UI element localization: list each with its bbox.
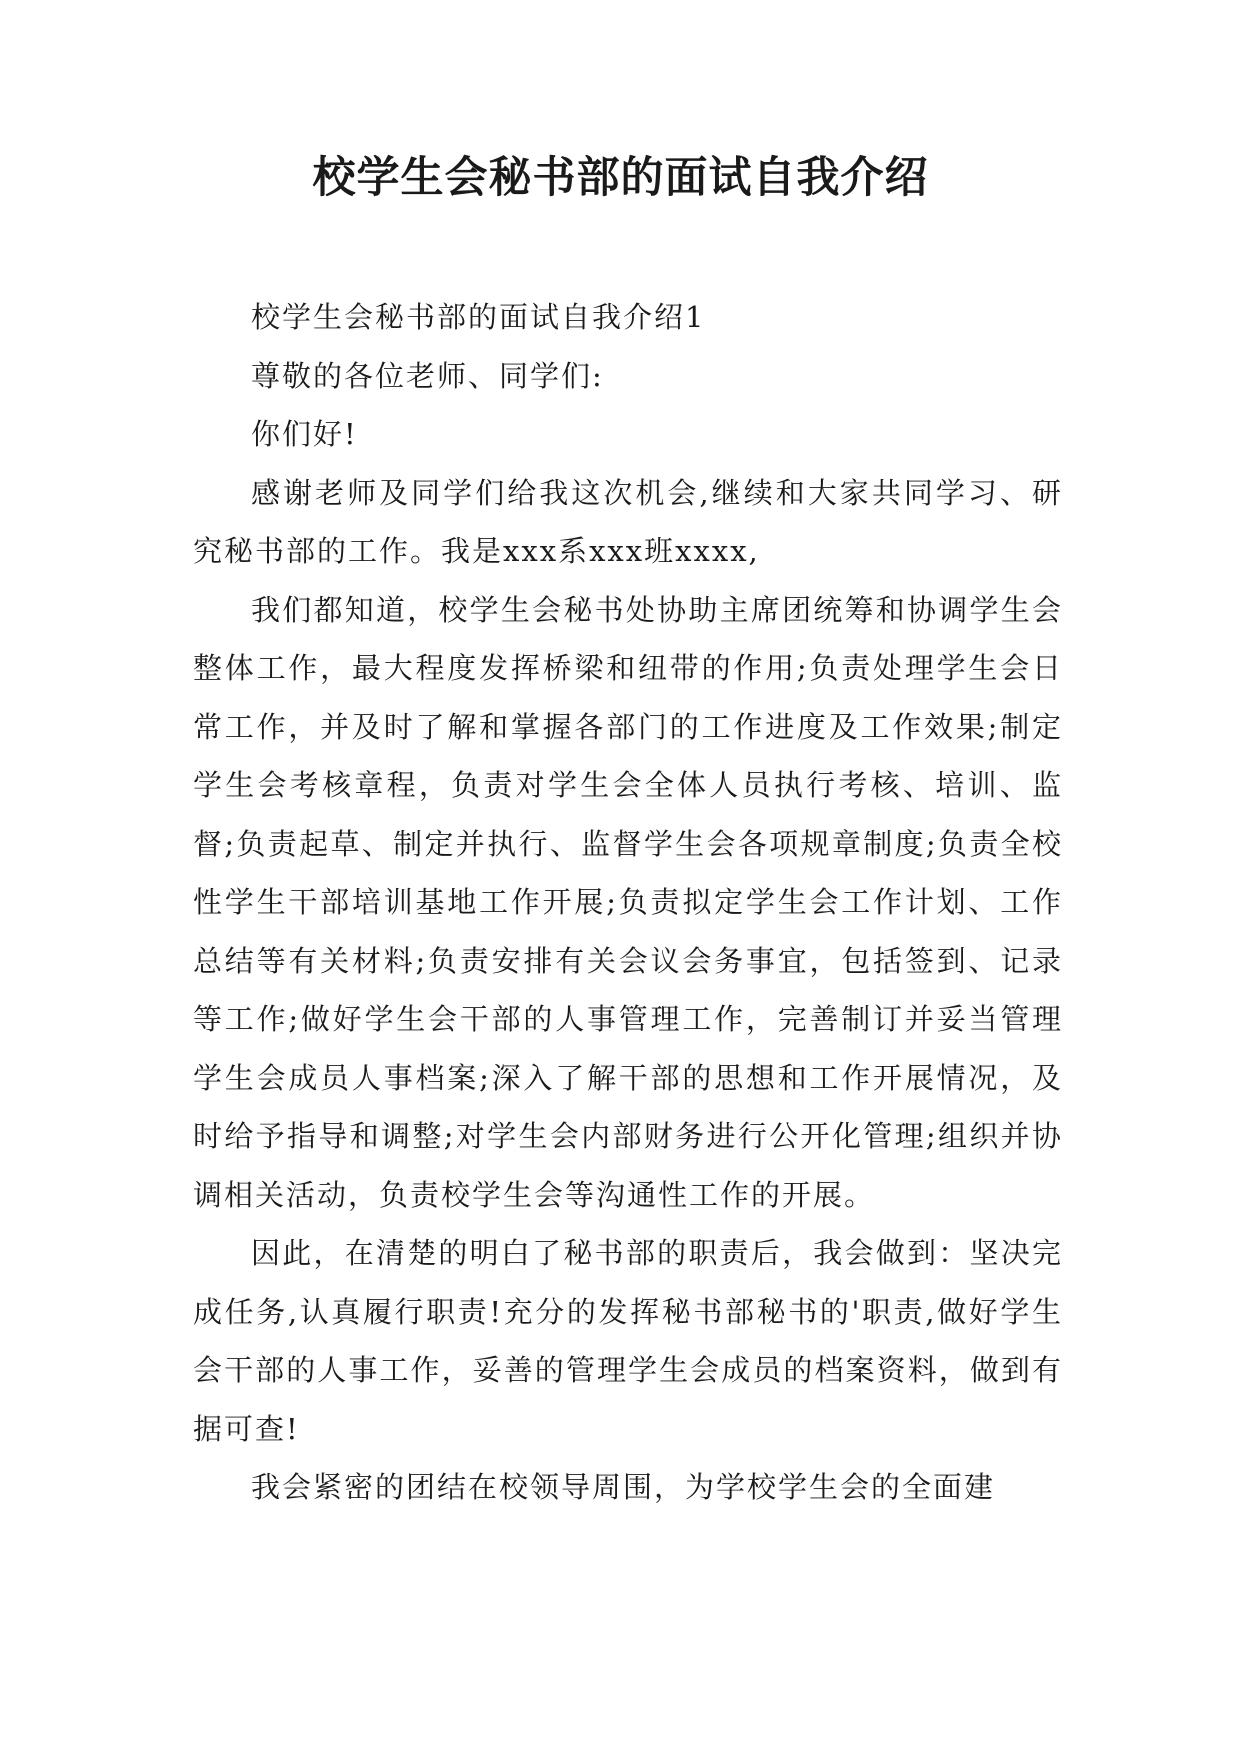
paragraph-closing: 我会紧密的团结在校领导周围，为学校学生会的全面建 — [251, 1470, 996, 1504]
paragraph-commitment: 因此，在清楚的明白了秘书部的职责后，我会做到：坚决完成任务,认真履行职责!充分的发挥秘书部秘书的'职责,做好学生会干部的人事工作，妥善的管理学生会成员的档案资料，做到有据可查! — [193, 1236, 1063, 1446]
document-body — [193, 288, 1063, 1517]
paragraph-salutation: 尊敬的各位老师、同学们: — [251, 358, 604, 393]
paragraph-thanks: 感谢老师及同学们给我这次机会,继续和大家共同学习、研究秘书部的工作。我是xxx系xxx班xxxx, — [193, 475, 1063, 568]
paragraph-subtitle: 校学生会秘书部的面试自我介绍1 — [251, 300, 706, 334]
paragraph-duties: 我们都知道，校学生会秘书处协助主席团统筹和协调学生会整体工作，最大程度发挥桥梁和纽带的作用;负责处理学生会日常工作，并及时了解和掌握各部门的工作进度及工作效果;制定学生会考核章程，负责对学生会全体人员执行考核、培训、监督;负责起草、制定并执行、监督学生会各项规章制度;负责全校性学生干部培训基地工作开展;负责拟定学生会工作计划、工作总结等有关材料;负责安排有关会议会务事宜，包括签到、记录等工作;做好学生会干部的人事管理工作，完善制订并妥当管理学生会成员人事档案;深入了解干部的思想和工作开展情况，及时给予指导和调整;对学生会内部财务进行公开化管理;组织并协调相关活动，负责校学生会等沟通性工作的开展。 — [193, 592, 1063, 1212]
document-title: 校学生会秘书部的面试自我介绍 — [312, 153, 929, 203]
paragraph-greeting: 你们好! — [251, 417, 358, 451]
